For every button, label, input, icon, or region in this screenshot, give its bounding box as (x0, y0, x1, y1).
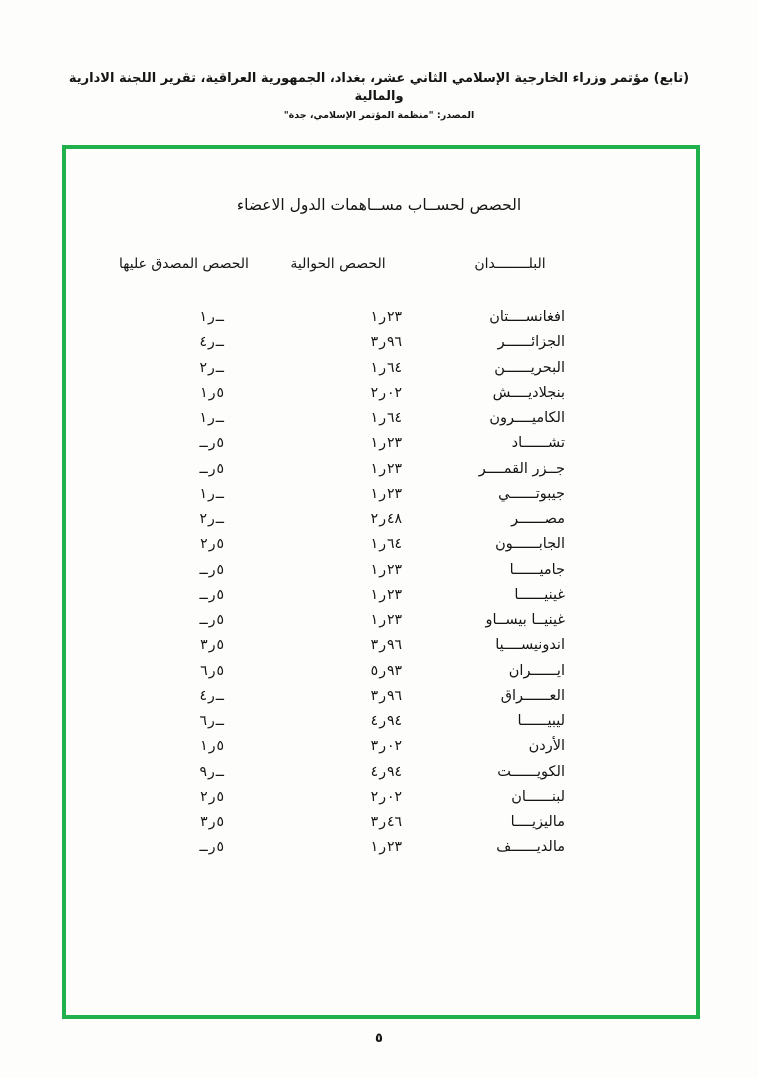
country-cell: الجابــــــون (495, 536, 565, 553)
current-quota-cell (282, 608, 402, 633)
quota-value: ــ ر ٥ (199, 460, 224, 477)
quota-value: ١ ر ٢٣ (370, 586, 402, 603)
country-cell: جاميــــــا (509, 561, 565, 578)
approved-quota-cell (104, 583, 224, 608)
approved-quota-cell (104, 558, 224, 583)
quota-value: ١ ر ٦٤ (370, 536, 402, 553)
country-cell: ايــــــران (508, 662, 565, 679)
current-quota-cell (282, 684, 402, 709)
approved-quota-cell (104, 633, 224, 658)
approved-quota-cell (104, 684, 224, 709)
column-header-current-quotas: الحصص الحوالية (290, 256, 386, 272)
approved-quota-cell (104, 659, 224, 684)
table-row (0, 330, 758, 355)
approved-quota-cell (104, 835, 224, 860)
current-quota-cell (282, 709, 402, 734)
current-quota-cell (282, 305, 402, 330)
approved-quota-cell (104, 507, 224, 532)
table-row (0, 760, 758, 785)
quota-value: ١ ر ٦٤ (370, 359, 402, 376)
country-cell: ليبيــــــا (517, 713, 565, 729)
table-row (0, 810, 758, 835)
quota-value: ٦ ر ٥ (200, 662, 224, 679)
quota-value: ١ ر ٢٣ (370, 435, 402, 452)
approved-quota-cell (104, 785, 224, 810)
approved-quota-cell (104, 305, 224, 330)
quota-value: ١ ر ٢٣ (370, 612, 402, 628)
table-row (0, 734, 758, 759)
quota-value: ٤ ر ــ (199, 687, 224, 704)
current-quota-cell (282, 482, 402, 507)
table-row (0, 835, 758, 860)
current-quota-cell (282, 558, 402, 583)
country-cell: الكاميــــرون (489, 410, 565, 426)
approved-quota-cell (104, 734, 224, 759)
table-row (0, 431, 758, 456)
quota-value: ــ ر ٥ (199, 561, 224, 578)
quota-value: ٢ ر ٠٢ (370, 384, 402, 401)
current-quota-cell (282, 785, 402, 810)
approved-quota-cell (104, 431, 224, 456)
table-row (0, 482, 758, 507)
quota-value: ١ ر ــ (199, 410, 224, 426)
table-row (0, 659, 758, 684)
approved-quota-cell (104, 810, 224, 835)
quota-value: ٤ ر ٩٤ (370, 763, 402, 780)
country-cell: افغانســــتان (489, 309, 565, 325)
page-number: ٥ (375, 1031, 383, 1046)
country-cell: مصــــــر (511, 511, 565, 527)
table-row (0, 532, 758, 557)
table-row (0, 356, 758, 381)
document-header: (تابع) مؤتمر وزراء الخارجية الإسلامي الثاني عشر، بغداد، الجمهورية العراقية، تقرير اللجنة الادارية والمالية (68, 71, 690, 104)
current-quota-cell (282, 810, 402, 835)
quota-value: ١ ر ٢٣ (370, 485, 402, 502)
country-cell: لبنــــــان (511, 788, 565, 805)
approved-quota-cell (104, 608, 224, 633)
current-quota-cell (282, 507, 402, 532)
table-row (0, 558, 758, 583)
quota-value: ــ ر ٥ (199, 612, 224, 628)
country-cell: غينيــــــا (514, 586, 565, 603)
current-quota-cell (282, 532, 402, 557)
approved-quota-cell (104, 482, 224, 507)
current-quota-cell (282, 457, 402, 482)
quota-value: ٣ ر ٥ (200, 637, 224, 654)
quota-table (0, 305, 758, 861)
current-quota-cell (282, 835, 402, 860)
table-title: الحصص لحســاب مســاهمات الدول الاعضاء (236, 196, 522, 214)
quota-value: ١ ر ٢٣ (370, 561, 402, 578)
current-quota-cell (282, 381, 402, 406)
country-cell: ماليزيــــا (510, 814, 565, 830)
quota-value: ١ ر ٢٣ (370, 460, 402, 477)
table-row (0, 684, 758, 709)
quota-value: ٢ ر ٥ (200, 536, 224, 553)
quota-value: ــ ر ٥ (199, 839, 224, 856)
current-quota-cell (282, 356, 402, 381)
quota-value: ١ ر ٢٣ (370, 309, 402, 325)
country-cell: اندونيســــيا (495, 637, 565, 654)
current-quota-cell (282, 406, 402, 431)
approved-quota-cell (104, 709, 224, 734)
quota-value: ٣ ر ٩٦ (370, 637, 402, 654)
current-quota-cell (282, 330, 402, 355)
quota-value: ١ ر ــ (199, 309, 224, 325)
quota-value: ــ ر ٥ (199, 435, 224, 452)
current-quota-cell (282, 659, 402, 684)
quota-value: ١ ر ٥ (200, 384, 224, 401)
approved-quota-cell (104, 381, 224, 406)
quota-value: ١ ر ٥ (200, 738, 224, 755)
table-row (0, 608, 758, 633)
country-cell: بنجلاديــــش (492, 384, 565, 401)
quota-value: ٣ ر ٤٦ (370, 814, 402, 830)
quota-value: ٦ ر ــ (199, 713, 224, 729)
quota-value: ٥ ر ٩٣ (370, 662, 402, 679)
approved-quota-cell (104, 330, 224, 355)
approved-quota-cell (104, 457, 224, 482)
quota-value: ٢ ر ٠٢ (370, 788, 402, 805)
column-header-countries: البلــــــــدان (474, 256, 546, 272)
quota-value: ٤ ر ــ (199, 334, 224, 351)
quota-value: ٢ ر ــ (199, 359, 224, 376)
country-cell: جــزر القمــــر (478, 460, 565, 477)
quota-value: ١ ر ٢٣ (370, 839, 402, 856)
quota-value: ٣ ر ٠٢ (370, 738, 402, 755)
current-quota-cell (282, 431, 402, 456)
table-row (0, 457, 758, 482)
country-cell: الكويــــــت (497, 763, 565, 780)
country-cell: تشــــــاد (511, 435, 565, 452)
table-row (0, 633, 758, 658)
current-quota-cell (282, 734, 402, 759)
country-cell: الأردن (528, 738, 565, 755)
table-row (0, 785, 758, 810)
quota-value: ٣ ر ٥ (200, 814, 224, 830)
approved-quota-cell (104, 760, 224, 785)
table-row (0, 406, 758, 431)
quota-value: ــ ر ٥ (199, 586, 224, 603)
quota-value: ١ ر ــ (199, 485, 224, 502)
quota-value: ٣ ر ٩٦ (370, 334, 402, 351)
quota-value: ١ ر ٦٤ (370, 410, 402, 426)
table-row (0, 507, 758, 532)
quota-value: ٢ ر ٤٨ (370, 511, 402, 527)
quota-value: ٣ ر ٩٦ (370, 687, 402, 704)
quota-value: ٩ ر ــ (199, 763, 224, 780)
approved-quota-cell (104, 532, 224, 557)
source-line: المصدر: "منظمة المؤتمر الإسلامي، جدة" (283, 110, 475, 121)
current-quota-cell (282, 760, 402, 785)
country-cell: البحريــــــن (494, 359, 565, 376)
approved-quota-cell (104, 356, 224, 381)
current-quota-cell (282, 633, 402, 658)
table-row (0, 381, 758, 406)
table-row (0, 709, 758, 734)
quota-value: ٢ ر ــ (199, 511, 224, 527)
current-quota-cell (282, 583, 402, 608)
country-cell: الجزائــــــر (497, 334, 565, 351)
quota-value: ٢ ر ٥ (200, 788, 224, 805)
column-header-approved-quotas: الحصص المصدق عليها (119, 256, 249, 272)
country-cell: غينيــا بيســاو (485, 612, 565, 628)
country-cell: جيبوتــــــي (498, 485, 565, 502)
approved-quota-cell (104, 406, 224, 431)
quota-value: ٤ ر ٩٤ (370, 713, 402, 729)
table-row (0, 305, 758, 330)
table-row (0, 583, 758, 608)
country-cell: مالديــــــف (496, 839, 565, 856)
country-cell: العــــــراق (500, 687, 565, 704)
